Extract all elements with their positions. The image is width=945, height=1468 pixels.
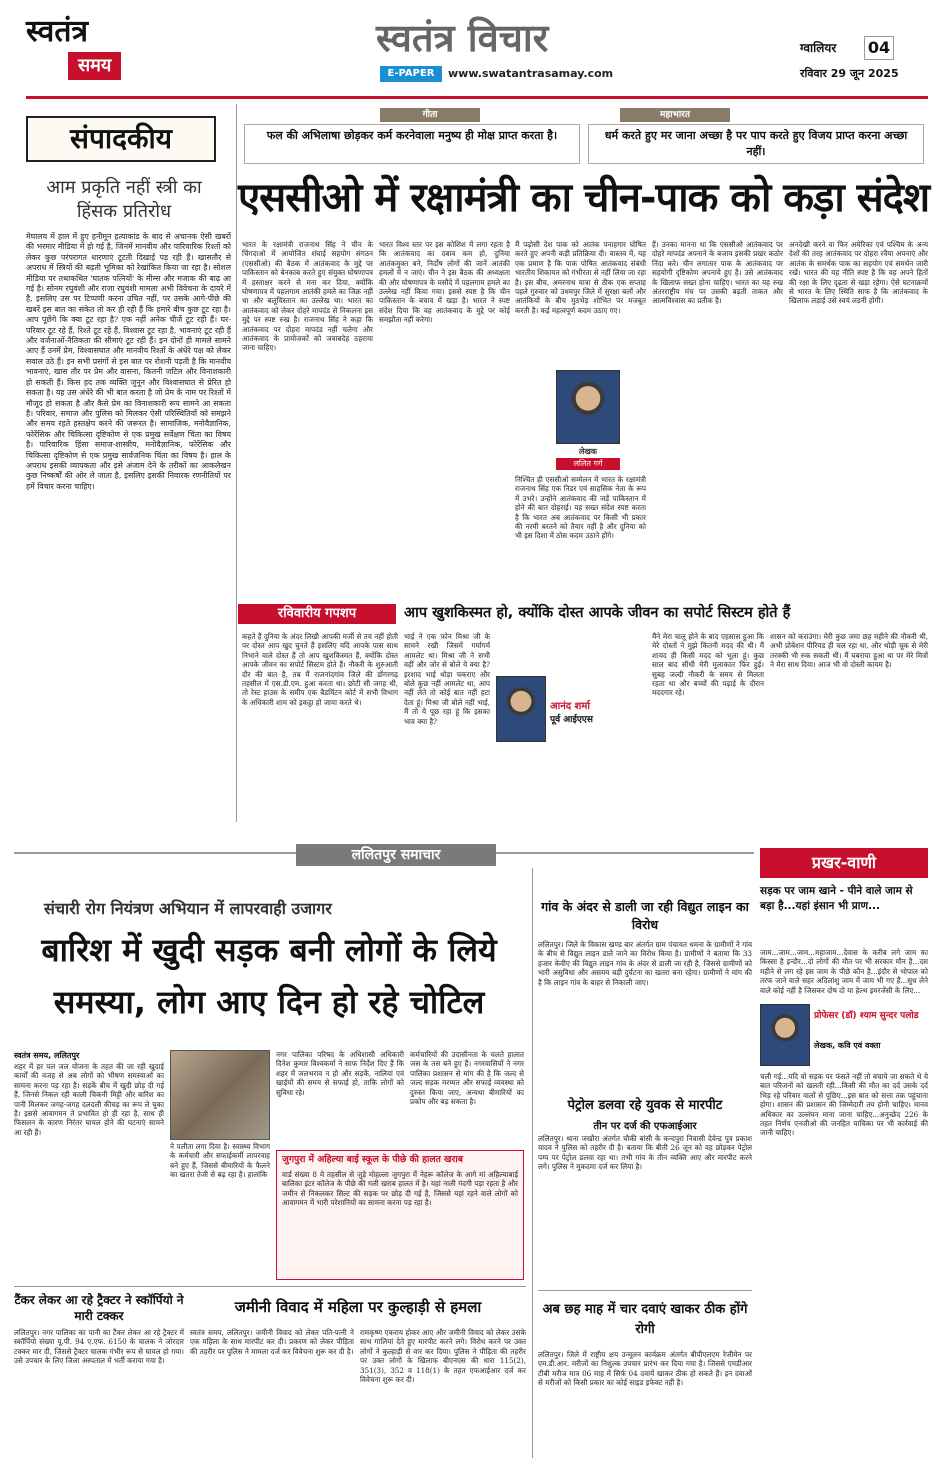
lalitpur-byline: स्वतंत्र समय, ललितपुर [14,1051,80,1060]
prakhar-col-1: जाम...जाम...जाम...महाजाम...देवास के करीब लगे जाम का किस्सा है इन्दौर...दो लोगों की मौत पर भी सरकार मौन है...दस महीने से लग रहे इस जाम के पीछे कौन है...इंदौर से भोपाल को तरफ जाने वाले सहर अदिलांशु जाम में जाम भी गए हैं...सुध लेने वाले कोई नहीं है जिसकर दोष दो या हेल्थ इमरजेंसी के लिए... [760,948,928,995]
prakhar-label: प्रखर-वाणी [760,848,928,878]
medicine-body: ललितपुर। जिले में राष्ट्रीय क्षय उन्मूलन कार्यक्रम अंतर्गत बीपीएलएम रेजीमेन पर एम.डी.आर. मरीजों का निशुल्क उपचार प्रारंभ कर दिया गया है। जिससे एमडीआर टीबी मरीज मात्र 06 माह में सिर्फ 04 दवायें खाकर ठीक हो सकते हैं। इन दवाओं से मरीजों को किसी प्रकार का कोई साइड इफेक्ट नहीं है। [538,1350,752,1388]
road-photo [170,1050,270,1140]
lead-author-photo [556,370,620,444]
lead-col-3: मैं पढ़ोसी देश पाक को आतंक पनाहगार घोषित करते हुए अपनी कड़ी प्रतिक्रिया दी। वास्तव में, यह एक प्रमाण है कि पाक पोषित आतंकवाद संबंधी भारतीय शिकायत को गंभीरता से नहीं लिया जा रहा है। इस बीच, अमरनाथ यात्रा से ठीक एक सप्ताह पहले गुरुवार को उधमपुर जिले में सुरक्षा बलों और आतंकियों के बीच मुठभेड़ शोभित पर मजबूत करती है। कई महत्वपूर्ण कदम उठाए गए। [515,240,646,315]
lalitpur-col-2: नगर पालिका परिषद के अधिशासी अधिकारी दिनेश कुमार विश्वकर्मा ने साफ निर्देश दिए हैं कि शहर में जलभराव न हो और सड़कें, नालियां एवं खाईयों की समय से सफाई हो, ताकि लोगों को सुविधा रहे। [276,1050,404,1097]
tractor-headline: टैंकर लेकर आ रहे ट्रैक्टर ने स्कॉर्पियो ने मारी टक्कर [14,1293,184,1323]
mahabharat-quote: धर्म करते हुए मर जाना अच्छा है पर पाप करते हुए विजय प्राप्त करना अच्छा नहीं। [588,124,924,164]
tractor-body: ललितपुर। नगर पालिका का पानी का टैंकर लेकर आ रहे ट्रैक्टर में स्कॉर्पियो संख्या यू.पी. 94 ए.एफ. 6150 के चालक ने जोरदार टक्कर मार दी, जिससे ट्रैक्टर चालक गंभीर रूप से घायल हो गया। उसे उपचार के लिए जिला अस्पताल में भर्ती कराया गया है। [14,1328,184,1366]
petrol-body: ललितपुर। थाना जखौरा अंतर्गत चौकी बांसी के कन्दपुरा निवासी देवेन्द्र पुत्र प्रकाश यादव ने पुलिस को तहरीर दी है। बताया कि बीती 26 जून को वह छोड़कर पेट्रोल पम्प पर पेट्रोल डलवा रहा था। तभी गांव के तीन व्यक्ति आए और मारपीट करने लगे। पुलिस ने मुकदमा दर्ज कर लिया है। [538,1134,752,1172]
lead-col-1: भारत के रक्षामंत्री राजनाथ सिंह ने चीन के चिंगदाओ में आयोजित शंघाई सहयोग संगठन (एससीओ) की बैठक में आतंकवाद के मुद्दे पर पाकिस्तान को बेनकाब करते हुए संयुक्त घोषणापत्र में हस्ताक्षर करने से मना कर दिया, क्योंकि घोषणापत्र में पहलगाम आतंकी हमले का जिक्र नहीं था और बलूचिस्तान का उल्लेख था। भारत का आतंकवाद को लेकर दोहरे मापदंड से निकलना इस मुद्दे पर स्पष्ट रुख है। राजनाथ सिंह ने कहा कि आतंकवाद पर दोहरा मापदंड नहीं चलेगा और आतंकवाद के प्रायोजकों को जवाबदेह ठहराया जाना चाहिए। [242,240,373,353]
lead-col-5: हैं। उनका मानना था कि एससीओ आतंकवाद पर दोहरे मापदंड अपनाने के बजाय इसकी प्रखर कठोर निंदा करे। चीन लगातार पाक के आतंकवाद पर सहयोगी दृष्टिकोण अपनाये हुए है। उसे आतंकवाद के खिलाफ सख्त होना चाहिए। भारत का यह रुख अंतरराष्ट्रीय मंच पर उसकी बढ़ती ताकत और आत्मविश्वास का प्रतीक है। [652,240,783,306]
lead-col-4: निश्चित ही एससीओ सम्मेलन में भारत के रक्षामंत्री राजनाथ सिंह एक निडर एवं साहसिक नेता के रूप में उभरे। उन्होंने आतंकवाद की जड़ें पाकिस्तान में होने की बात दोहराई। यह सख्त संदेश स्पष्ट करता है कि भारत अब आतंकवाद पर किसी भी प्रकार की नरमी बरतने को तैयार नहीं है और दुनिया को भी इस दिशा में ठोस कदम उठाने होंगे। [515,475,646,541]
friendship-author-desig: पूर्व आईएएस [550,715,593,725]
lalitpur-headline: बारिश में खुदी सड़क बनी लोगों के लिये समस्या, लोग आए दिन हो रहे चोटिल [41,931,497,1021]
editorial-title: आम प्रकृति नहीं स्त्री का हिंसक प्रतिरोध [46,177,202,222]
medicine-rule [538,1290,752,1291]
friendship-col-3: शासन को कराउंगा। मेरी कुछ जमा छह महीने की नौकरी थी, अभी प्रोबेशन पीरियड ही चल रहा था, और थोड़ी चूक से मेरी तरक्की भी रुक सकती थी। मैं घबराया हुआ था पर मेरे मित्रों ने मेरा साथ दिया। आज भी वो दोस्ती कायम है। [770,632,928,670]
page-number: 04 [864,36,894,60]
gita-quote: फल की अभिलाषा छोड़कर कर्म करनेवाला मनुष्य ही मोक्ष प्राप्त करता है। [244,124,580,164]
village-body: ललितपुर। जिले के विकास खण्ड बार अंतर्गत ग्राम पंचायत धमना के ग्रामीणों ने गांव के बीच से विद्युत लाइन डाले जाने का विरोध किया है। ग्रामीणों ने बताया कि 33 हजार केवीए की विद्युत लाइन गांव के अंदर से डाली जा रही है, जिससे ग्रामीणों को भारी असुविधा और असमय बड़ी दुर्घटना का खतरा बना रहेगा। ग्रामीणों ने मांग की है कि लाइन गांव के बाहर से निकाली जाए। [538,940,752,987]
lalitpur-lower-rule [14,1286,526,1287]
lalitpur-kicker: संचारी रोग नियंत्रण अभियान में लापरवाही उजागर [44,899,332,918]
lead-col-2: भारत विश्व स्तर पर इस कोशिश में लगा रहता है कि आतंकवाद का दबाव कम हो, दुनिया आतंकमुक्त बने, निर्दोष लोगों की जानें आतंकी हमलों में न जाएं। चीन ने इस बैठक की अध्यक्षता की और घोषणापत्र के मसौदे में पहलगाम हमले का उल्लेख नहीं किया गया। इससे स्पष्ट है कि चीन पाकिस्तान के बचाव में खड़ा है। भारत ने स्पष्ट संदेश दिया कि वह आतंकवाद के मुद्दे पर कोई समझौता नहीं करेगा। [379,240,510,325]
lalitpur-photo-caption: ने पलीता लगा दिया है। स्वास्थ्य विभाग के कर्मचारी और सफाईकर्मी लापरवाह बने हुए हैं, जिससे बीमारियों के फैलने का खतरा तेजी से बढ़ रहा है। हालांकि [170,1142,270,1180]
lead-author-name: ललित गर्ग [556,458,620,470]
masthead [0,0,945,98]
editorial-body: मेघालय में हाल में हुए हनीमून हत्याकांड के बाद से अचानक ऐसी खबरों की भरमार मीडिया में हो गई है, जिनमें मानवीय और पारिवारिक रिश्तों को लेकर कुछ परंपरागत धारणाएं टूटती दिखाई पड़ रही हैं। खासतौर से अपराध में स्त्रियों की बढ़ती भूमिका को रेखांकित किया जा रहा है। सोशल मीडिया पर तथाकथित 'घातक पत्नियों' के मीम्स और मजाक की बाढ़ आ गई है। सोनम रघुवंशी और राजा रघुवंशी मामला अभी विवेचना के दायरे में है, इसलिए उस पर टिप्पणी करना उचित नहीं, पर उसके आगे-पीछे की खबरें इस बात का संकेत तो कर ही रही हैं कि हमारे बीच कुछ टूट रहा है। आप पूछेंगे कि क्या टूट रहा है? एक नहीं अनेक चीजें टूट रही हैं। घर-परिवार टूट रहे हैं, रिश्ते टूट रहे हैं, विश्वास टूट रहा है, भावनाएं टूट रही हैं और वर्जनाओं-नैतिकता की सीमाएं टूट रही हैं। इन दोनों ही मामले सामने आए हैं उनमें प्रेम, विश्वासघात और मानवीय रिश्तों के अंधेरे पक्ष को लेकर सवाल उठे हैं। इन सभी प्रसंगों से इस बात पर रोशनी पड़ती है कि मानवीय भावनाएं, खास तौर पर प्रेम और वासना, कितनी जटिल और विनाशकारी हो सकती हैं। किस हद तक व्यक्ति जुनून और विश्वासघात से प्रेरित हो सकता है। यह उस अंधेरे की भी बात करता है जो प्रेम के नाम पर रिश्तों में मौजूद हो सकता है और कैसे प्रेम का विनाशकारी रूप सामने आ सकता है। परिवार, समाज और पुलिस को मिलकर ऐसी परिस्थितियों को समझने और समय रहते हस्तक्षेप करने की जरूरत है। सामाजिक, मनोवैज्ञानिक, फोरेंसिक और चिकित्सा दृष्टिकोण से एक प्रमुख सर्वेक्षण चिंता का विषय है। पारिवारिक हिंसा समाज-शास्त्रीय, मनोवैज्ञानिक, फोरेंसिक और चिकित्सा दृष्टिकोण से एक प्रमुख सार्वजनिक चिंता का विषय है। हाल के अपराध इसकी व्यापकता और इसे अंजाम देने के तरीकों का आकलेखन कुछ निष्कर्षों की ओर ले जाता है, इसलिए इसकी निवारक रणनीतियों पर हमें विचार करना चाहिए। [26,232,231,491]
lead-headline: एससीओ में रक्षामंत्री का चीन-पाक को कड़ा संदेश [238,175,930,221]
lalitpur-col-1: शहर में हर पल जल योजना के तहत की जा रही खुदाई कार्यों की वजह से अब लोगों को भीषण समस्याओं का सामना करना पड़ रहा है। सड़कें बीच में खुदी छोड़ दी गई हैं, जिनसे निकल रही काली चिकनी मिट्टी और बारिश का पानी मिलकर जगह-जगह दलदली कीचड़ का रूप ले चुका है। इससे आवागमन ते प्रभावित हो ही रहा है, साथ ही फिसलन के कारण निरंतर घायल होने की घटनाएं सामने आ रही हैं। [14,1062,164,1137]
school-body: वार्ड संख्या 8 मे तहसील से जुड़े मोहल्ला जुगपुरा में नेहरू कॉलेज के आगे मां अहिल्याबाई बालिका इंटर कॉलेज के पीछे की गली खराब हालत में है। यहां नाली गंदगी पड़ा रहता है और जमीन से निकलकर सिल्ट की सड़क पर छोड़ दी गई है, जिससे यहां रहने वाले लोगों को आवागमन में भारी परेशानियों का सामना करना पड़ रहा है। [282,1170,518,1208]
city-label: ग्वालियर [800,41,837,55]
prakhar-author-desig: लेखक, कवि एवं वक्ता [814,1041,881,1050]
prakhar-author-photo [760,1004,810,1066]
mahabharat-label: महाभारत [620,108,730,122]
masthead-rule [26,96,928,99]
lalitpur-col-3: कर्मचारियों की उदासीनता के चलते हालात जस के तस बने हुए हैं। नगरवासियों ने नगर पालिका प्रशासन से मांग की है कि जल्द से जल्द सड़क मरम्मत और सफाई व्यवस्था को दुरुस्त किया जाए, अन्यथा बीमारियों का प्रकोप और बढ़ सकता है। [410,1050,524,1107]
epaper-badge: E-PAPER [380,66,442,82]
friendship-col-1: भाई ने एक फोन मिश्रा जी के सामने रखी जिसमें गर्मागर्म आमलेट था। मिश्रा जी ने सभी वहीं और जोर से बोले ये क्या है? इरशाद भाई थोड़ा चकराए और बोले कुछ नहीं आमलेट था, आप नहीं लेते तो कोई बात नहीं हटा देता हूं। मिश्रा जी बोले नहीं भाई, मैं तो ये पूछ रहा हूं कि इसका भाव क्या है? [404,632,490,726]
prakhar-col-2: चली गई...यदि वो सड़क पर फंसते नहीं तो बचाये जा सकते थे ये बात परिजनों को खलती रही...किसी की मौत का दर्द उसके दर्द भिड़ रहे परिवार वालों से पूछिए...इस बात को सत्ता तक पहुंचाना होगा। शासन की प्रशासन की जिम्मेदारी तय होनी चाहिए। मानव अधिकार का उल्लंघन माना जाना चाहिए...अनुच्छेद 226 के तहत निर्णय एनजीओ की जनहित याचिका पर भी कार्रवाई की जानी चाहिए। [760,1072,928,1138]
land-col-2: रामकृष्ण एकराय होकर आए और जमीनी विवाद को लेकर उसके साथ गालियां देते हुए मारपीट करने लगे। विरोध करने पर उक्त लोगों ने कुल्हाड़ी से वार कर दिया। पुलिस ने पीड़िता की तहरीर पर उक्त लोगों के खिलाफ बीएनएस की धारा 115(2), 351(3), 352 व 118(1) के तहत एफआईआर दर्ज कर विवेचना शुरू कर दी। [360,1328,526,1385]
gita-label: गीता [380,108,480,122]
website-link[interactable]: www.swatantrasamay.com [448,67,614,80]
friendship-col-2: मैंने मेरा चालू होने के बाद एहसास हुआ कि मेरे दोस्तों ने मुझे कितनी मदद की थी। मैं शायद ही किसी मदद को भूला हूं। कुछ साल बाद सीधी मेरी मुलाकात फिर हुई। सुबह जल्दी नौकरी के समय से मिलता रहता था और बच्चों की पढ़ाई के दौरान मददगार रहे। [652,632,764,698]
village-headline: गांव के अंदर से डाली जा रही विद्युत लाइन का विरोध [541,899,749,932]
lalitpur-section-label: ललितपुर समाचार [296,844,496,866]
friendship-headline: आप खुशकिस्मत हो, क्योंकि दोस्त आपके जीवन का सपोर्ट सिस्टम होते हैं [404,605,791,621]
friendship-author-photo [496,676,546,742]
petrol-headline: पेट्रोल डलवा रहे युवक से मारपीट [567,1098,723,1113]
prakhar-headline: सड़क पर जाम खाने - पीने वाले जाम से बड़ा है...यहां इंसान भी प्राण... [760,885,913,912]
friendship-author-name: आनंद शर्मा [550,701,590,712]
gossip-label: रविवारीय गपशप [238,604,396,624]
logo [26,14,136,90]
gossip-body: कहते हैं दुनिया के अंदर लिखी आपकी मर्जी से तय नहीं होती पर दोस्त आप खुद चुनते हैं इसलिए यदि आपके पास साथ निभाने वाले दोस्त हैं तो आप खुशकिस्मत हैं, क्योंकि दोस्त आपके जीवन का सपोर्ट सिस्टम होते हैं। नौकरी के शुरुआती दौर की बात है, तब मैं राजनांदगांव जिले की डोंगरगढ़ तहसील में एस.डी.एम. हुआ करता था। छोटी सी जगह थी, तो रेस्ट हाउस के समीप एक बैडमिंटन कोर्ट में सभी विभाग के अधिकारी शाम को इकट्ठा हो जाया करते थे। [242,632,398,707]
land-headline: जमीनी विवाद में महिला पर कुल्हाड़ी से हमला [234,1298,482,1316]
logo-top: स्वतंत्र [26,14,89,49]
logo-bottom: समय [68,52,121,80]
issue-date: रविवार 29 जून 2025 [800,67,899,80]
land-col-1: स्वतंत्र समय, ललितपुर। जमीनी विवाद को लेकर पति-पत्नी ने एक महिला के साथ मारपीट कर दी। प्रकरण को लेकर पीड़िता की तहरीर पर पुलिस ने मामला दर्ज कर विवेचना शुरू कर दी है। [190,1328,354,1356]
lead-author-caption: लेखक [578,447,598,456]
editorial-divider [236,104,237,822]
petrol-subhead: तीन पर दर्ज की एफआईआर [593,1121,697,1132]
masthead-title: स्वतंत्र विचार [376,15,549,60]
middle-divider [532,868,533,1458]
medicine-headline: अब छह माह में चार दवाएं खाकर ठीक होंगे रोगी [542,1302,748,1337]
prakhar-author-name: प्रोफेसर (डॉ) श्याम सुन्दर पलोड [814,1011,919,1021]
lead-col-6: अनदेखी करने वा फिर अमेरिका एवं पश्चिम के अन्य देशों की तरह आतंकवाद पर दोहरा रवैया अपनाएं और आतंक के समर्थक पाक का सहयोग एवं समर्थन जारी रखें। भारत की यह नीति स्पष्ट है कि वह अपने हितों की रक्षा के लिए दृढ़ता से खड़ा रहेगा। ऐसे घटनाक्रमों से भारत के लिए स्थिति साफ है कि आतंकवाद के खिलाफ लड़ाई उसे स्वयं लड़नी होगी। [789,240,928,306]
school-headline: जुगपुरा में अहिल्या बाई स्कूल के पीछे की हालत खराब [282,1154,463,1165]
editorial-heading: संपादकीय [26,116,216,162]
